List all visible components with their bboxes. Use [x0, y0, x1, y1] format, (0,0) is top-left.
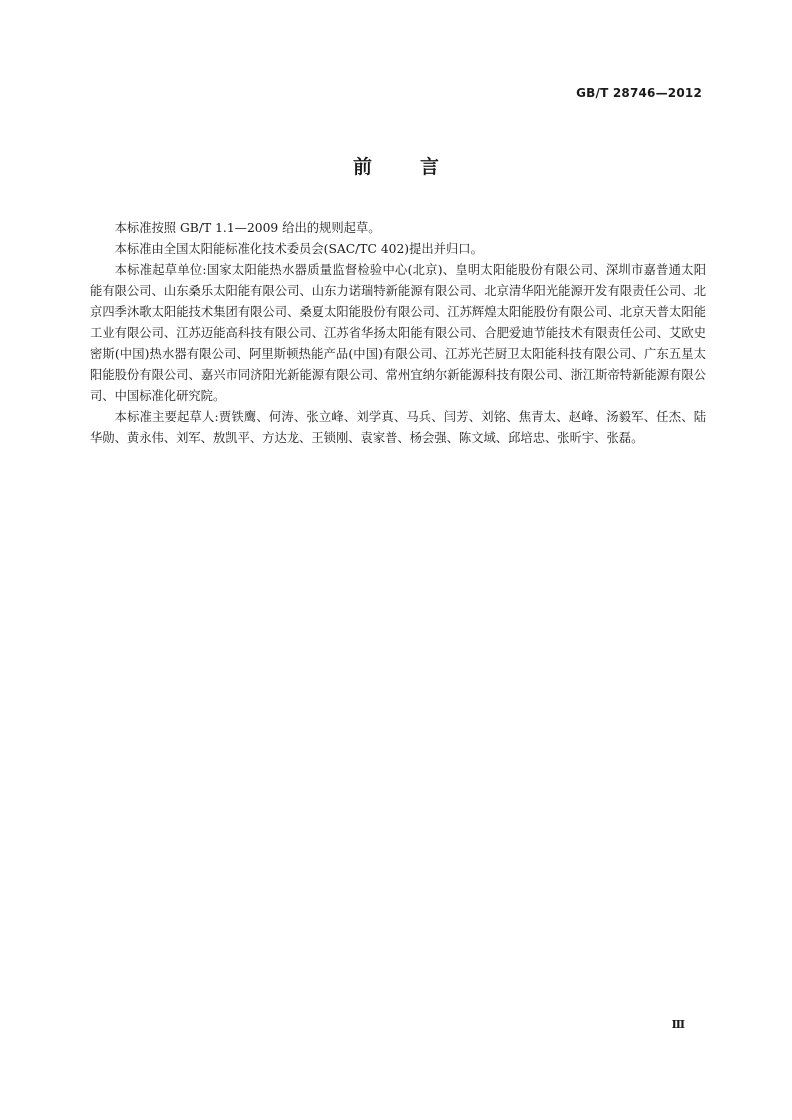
page-number: Ⅲ — [671, 1018, 684, 1031]
paragraph-drafting-rules: 本标准按照 GB/T 1.1—2009 给出的规则起草。 — [114, 221, 381, 235]
standard-code: GB/T 28746—2012 — [576, 86, 702, 100]
paragraph-main-drafters: 本标准主要起草人:贾铁鹰、何涛、张立峰、刘学真、马兵、闫芳、刘铭、焦青太、赵峰、汤毅军、任杰、陆华勋、黄永伟、刘军、敖凯平、方达龙、王锁刚、袁家普、杨会强、陈文域、邱培忠、张昕宇、张磊。 — [90, 410, 706, 445]
paragraph-proposer: 本标准由全国太阳能标准化技术委员会(SAC/TC 402)提出并归口。 — [114, 242, 483, 256]
paragraph-drafting-units: 本标准起草单位:国家太阳能热水器质量监督检验中心(北京)、皇明太阳能股份有限公司、深圳市嘉普通太阳能有限公司、山东桑乐太阳能有限公司、山东力诺瑞特新能源有限公司、北京清华阳光能源开发有限责任公司、北京四季沐歌太阳能技术集团有限公司、桑夏太阳能股份有限公司、江苏辉煌太阳能股份有限公司、北京天普太阳能工业有限公司、江苏迈能高科技有限公司、江苏省华扬太阳能有限公司、合肥爱迪节能技术有限责任公司、艾欧史密斯(中国)热水器有限公司、阿里斯顿热能产品(中国)有限公司、江苏光芒厨卫太阳能科技有限公司、广东五星太阳能股份有限公司、嘉兴市同济阳光新能源有限公司、常州宜纳尔新能源科技有限公司、浙江斯帝特新能源有限公司、中国标准化研究院。 — [90, 263, 706, 403]
page-title: 前言 — [352, 156, 487, 178]
foreword-body — [90, 218, 706, 449]
